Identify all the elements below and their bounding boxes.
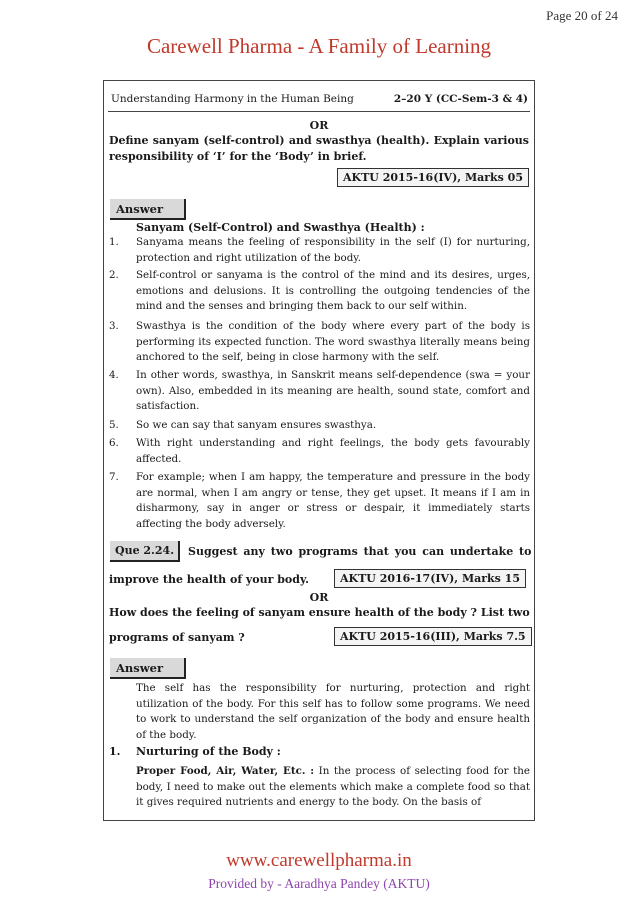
running-header: [108, 92, 530, 112]
or-separator: OR: [309, 119, 329, 132]
question-line: improve the health of your body.: [109, 573, 309, 586]
list-number: 6.: [109, 437, 119, 449]
question-number: Que 2.24.: [110, 541, 180, 562]
list-number: 7.: [109, 471, 119, 483]
question-text: Define sanyam (self-control) and swasthya (health). Explain various responsibility of ‘I’ for the ‘Body’ in brief.: [109, 134, 529, 163]
list-text: With right understanding and right feelings, the body gets favourably affected.: [136, 437, 530, 465]
brand-title: Carewell Pharma - A Family of Learning: [146, 34, 492, 58]
answer-label: Answer: [110, 658, 186, 679]
list-text: In other words, swasthya, in Sanskrit means self-dependence (swa = your own). Also, embedded in its meaning are health, sound state, comfort and satisfaction.: [136, 369, 530, 412]
exam-tag: AKTU 2015-16(III), Marks 7.5: [334, 627, 532, 646]
point-title: Nurturing of the Body :: [136, 745, 281, 758]
exam-tag: AKTU 2016-17(IV), Marks 15: [334, 569, 526, 588]
list-item: [109, 418, 530, 434]
list-item: [109, 235, 530, 266]
list-text: For example; when I am happy, the temperature and pressure in the body are normal, when I am angry or tense, they get upset. It means if I am in disharmony, say in anger or stress or despair, it immediately starts affecting the body adversely.: [136, 471, 530, 530]
list-number: 3.: [109, 320, 119, 332]
list-text: Self-control or sanyama is the control of the mind and its desires, urges, emotions and delusions. It is controlling the outgoing tendencies of the mind and the senses and bringing them back to our self within.: [136, 269, 530, 312]
list-number: 5.: [109, 419, 119, 431]
list-number: 1.: [109, 236, 119, 248]
question-line: programs of sanyam ?: [109, 631, 245, 644]
list-item: [109, 268, 530, 315]
page-number: Page 20 of 24: [546, 8, 618, 23]
list-number: 4.: [109, 369, 119, 381]
list-item: [109, 368, 530, 415]
subpoint-paragraph: [136, 764, 530, 811]
list-text: So we can say that sanyam ensures swasthya.: [136, 419, 377, 431]
subpoint-text: In the process of selecting food for the body, I need to make out the elements which make a complete food so that it gives required nutrients and energy to the body. On the basis of: [136, 765, 530, 808]
list-text: Sanyama means the feeling of responsibility in the self (I) for nurturing, protection and right utilization of the body.: [136, 236, 530, 264]
footer-url[interactable]: www.carewellpharma.in: [226, 850, 412, 871]
question-line: Suggest any two programs that you can undertake to: [188, 545, 532, 558]
answer-label: Answer: [110, 199, 186, 220]
exam-tag: AKTU 2015-16(IV), Marks 05: [337, 168, 529, 187]
list-text: Swasthya is the condition of the body where every part of the body is performing its expected function. The word swasthya literally means being anchored to the self, being in close harmony with the self.: [136, 320, 530, 363]
list-number: 2.: [109, 269, 119, 281]
list-item: [109, 319, 530, 366]
list-item: [109, 470, 530, 532]
answer-heading: Sanyam (Self-Control) and Swasthya (Health) :: [136, 221, 425, 234]
running-header-left: Understanding Harmony in the Human Being: [111, 93, 354, 105]
list-item: [109, 436, 530, 467]
running-header-right: 2–20 Y (CC-Sem-3 & 4): [393, 93, 528, 105]
subpoint-title: Proper Food, Air, Water, Etc. :: [136, 765, 315, 777]
footer-provided-by: Provided by - Aaradhya Pandey (AKTU): [208, 876, 430, 891]
question-line: How does the feeling of sanyam ensure health of the body ? List two: [109, 606, 530, 619]
or-separator: OR: [309, 591, 329, 604]
point-number: 1.: [109, 745, 121, 758]
answer-intro: The self has the responsibility for nurturing, protection and right utilization of the body. For this self has to follow some programs. We need to work to understand the self organization of the body and ensure health of the body.: [136, 682, 530, 741]
